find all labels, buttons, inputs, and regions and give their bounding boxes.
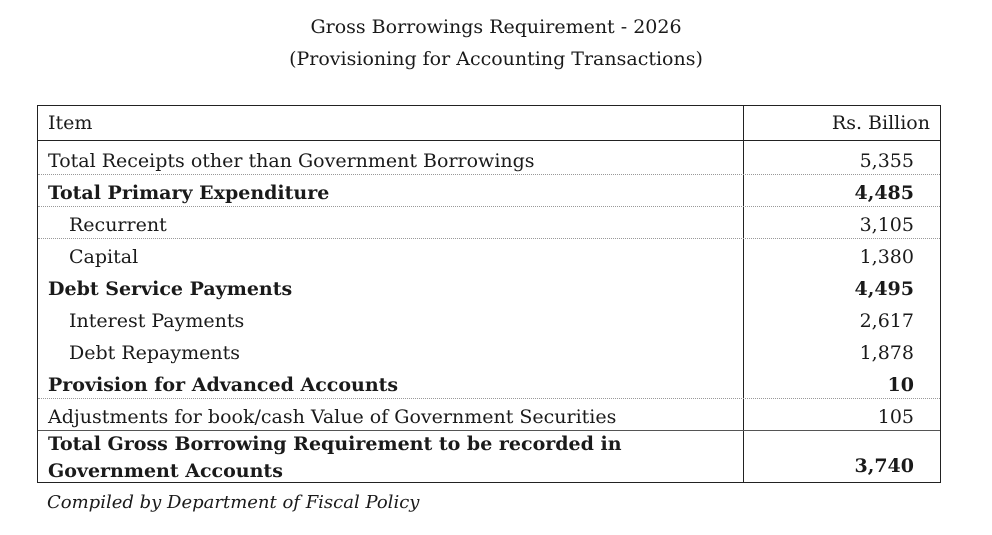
row-label-capital: Capital [69,246,139,268]
row-label-debt-repayments: Debt Repayments [69,342,240,364]
total-value: 3,740 [854,455,914,477]
total-label-line1: Total Gross Borrowing Requirement to be recorded in [48,433,622,455]
table-row [38,335,940,367]
row-label-adjustments: Adjustments for book/cash Value of Government Securities [48,406,617,428]
table-row [38,239,940,271]
table-row [38,399,940,431]
row-label-recurrent: Recurrent [69,214,167,236]
page-title: Gross Borrowings Requirement - 2026 [310,16,682,38]
row-value-total-primary-expenditure: 4,485 [854,182,914,204]
row-label-total-primary-expenditure: Total Primary Expenditure [48,182,330,204]
page-subtitle: (Provisioning for Accounting Transactions) [289,48,703,70]
row-value-recurrent: 3,105 [859,214,914,236]
table-row [38,303,940,335]
total-label-line2: Government Accounts [48,460,283,482]
row-value-provision-advanced-accounts: 10 [887,374,914,396]
source-note: Compiled by Department of Fiscal Policy [47,492,420,513]
table-row [38,207,940,239]
header-divider [38,140,940,141]
borrowings-table [37,105,941,483]
row-value-adjustments: 105 [877,406,914,428]
table-row [38,271,940,303]
table-row-total [38,432,940,482]
row-value-capital: 1,380 [859,246,914,268]
table-row [38,143,940,175]
row-value-total-receipts: 5,355 [859,150,914,172]
row-value-interest-payments: 2,617 [859,310,914,332]
row-label-debt-service-payments: Debt Service Payments [48,278,293,300]
table-row [38,175,940,207]
table-row [38,367,940,399]
header-item: Item [48,112,93,134]
row-value-debt-service-payments: 4,495 [854,278,914,300]
row-label-total-receipts: Total Receipts other than Government Borrowings [48,150,535,172]
header-unit: Rs. Billion [831,112,930,134]
row-label-provision-advanced-accounts: Provision for Advanced Accounts [48,374,399,396]
row-value-debt-repayments: 1,878 [859,342,914,364]
row-label-interest-payments: Interest Payments [69,310,245,332]
